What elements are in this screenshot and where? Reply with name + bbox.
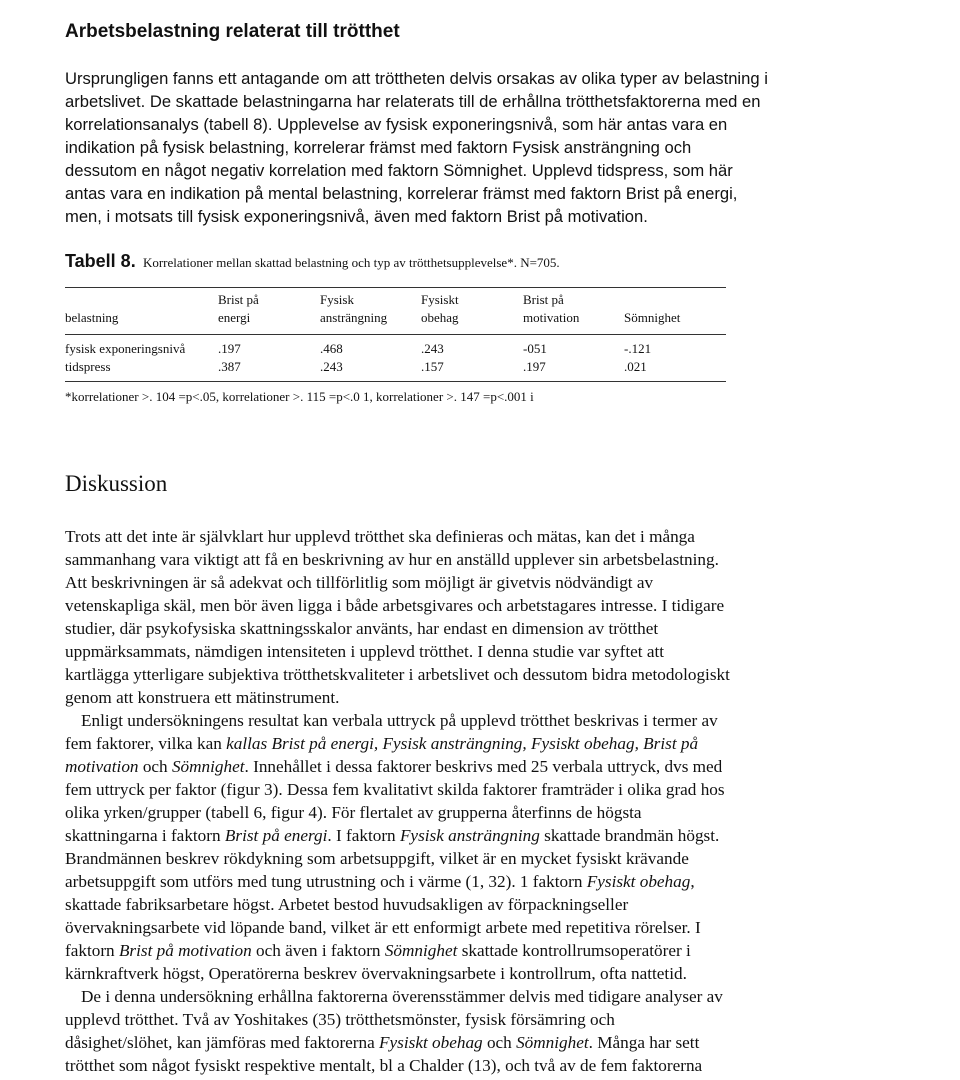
text-run: arbetsuppgift som utförs med tung utrustning och i värme (1, 32). 1 faktorn (65, 872, 587, 891)
table-footnote: *korrelationer >. 104 =p<.05, korrelationer >. 115 =p<.0 1, korrelationer >. 147 =p<.001 i (65, 389, 534, 404)
text-run: skattade kontrollrumsoperatörer i (457, 941, 691, 960)
text-line: Brandmännen beskrev rökdykning som arbetsuppgift, vilket är en mycket fysiskt krävande (65, 849, 689, 868)
emphasis: Brist på motivation (118, 941, 252, 960)
table-cell: -.121 (624, 341, 652, 356)
header-cell: Brist på (523, 292, 564, 307)
table-cell: .197 (523, 359, 546, 374)
text-run: . Många har sett (588, 1033, 700, 1052)
table-cell: .243 (320, 359, 343, 374)
text-line (65, 1031, 945, 1054)
table-caption-label: Tabell 8. (65, 251, 136, 271)
text-line (65, 824, 945, 847)
discussion-paragraph-2 (65, 709, 945, 985)
text-line: övervakningsarbete vid löpande band, vilket är ett enformigt arbete med repetitiva rörelser. I (65, 918, 701, 937)
text-line: skattade fabriksarbetare högst. Arbetet bestod huvudsakligen av förpackningseller (65, 895, 629, 914)
text-line: korrelationsanalys (tabell 8). Upplevelse av fysisk exponeringsnivå, som här antas vara en (65, 115, 728, 134)
text-run: skattade brandmän högst. (539, 826, 720, 845)
text-line: sammanhang vara viktigt att få en beskrivning av hur en anställd upplever sin arbetsbelastning. (65, 550, 719, 569)
text-line: dessutom en något negativ korrelation med faktorn Sömnighet. Upplevd tidspress, som här (65, 161, 733, 180)
header-cell: Brist på (218, 292, 259, 307)
text-line: olika yrken/grupper (tabell 6, figur 4). För flertalet av grupperna återfinns de högsta (65, 803, 642, 822)
text-run: och (482, 1033, 517, 1052)
table-cell: .468 (320, 341, 343, 356)
text-line: uppmärksammats, nämdigen intensiteten i upplevd trötthet. I denna studie var syftet att (65, 642, 665, 661)
text-line: men, i motsats till fysisk exponeringsnivå, även med faktorn Brist på motivation. (65, 207, 648, 226)
text-line: kartlägga ytterligare subjektiva trötthetskvaliteter i arbetslivet och dessutom bidra metodologiskt (65, 665, 730, 684)
table-row-label: fysisk exponeringsnivå (65, 341, 186, 356)
table-header-rule (65, 334, 726, 335)
emphasis: Fysiskt obehag (379, 1033, 483, 1052)
section-heading: Arbetsbelastning relaterat till trötthet (65, 21, 400, 42)
emphasis: Sömnighet (384, 941, 458, 960)
table-caption-text: Korrelationer mellan skattad belastning och typ av trötthetsupplevelse*. N=705. (142, 255, 560, 270)
text-run: skattningarna i faktorn (65, 826, 225, 845)
table-row-label: tidspress (65, 359, 111, 374)
text-run: faktorn (65, 941, 119, 960)
text-line (65, 939, 945, 962)
text-line: studier, där psykofysiska skattningsskalor använts, har endast en dimension av trötthet (65, 619, 659, 638)
text-line: fem uttryck per faktor (figur 3). Dessa fem kvalitativt skilda faktorer framträder i olika grad hos (65, 780, 725, 799)
text-line: kärnkraftverk högst, Operatörerna beskrev övervakningsarbete i kontrollrum, ofta nattetid. (65, 964, 687, 983)
emphasis: motivation (65, 757, 139, 776)
discussion-heading: Diskussion (65, 471, 168, 496)
text-line: Trots att det inte är självklart hur upplevd trötthet ska definieras och mätas, kan det i många (65, 527, 695, 546)
header-cell: belastning (65, 310, 119, 325)
text-line: antas vara en indikation på mental belastning, korrelerar främst med faktorn Brist på energi, (65, 184, 738, 203)
table-cell: .387 (218, 359, 241, 374)
header-cell: energi (218, 310, 251, 325)
table-cell: .021 (624, 359, 647, 374)
table-bottom-rule (65, 381, 726, 382)
text-line: Ursprungligen fanns ett antagande om att tröttheten delvis orsakas av olika typer av belastning i (65, 69, 768, 88)
discussion-paragraph-1 (65, 525, 945, 709)
emphasis: Sömnighet (516, 1033, 589, 1052)
text-line: Enligt undersökningens resultat kan verbala uttryck på upplevd trötthet beskrivas i termer av (81, 711, 718, 730)
emphasis: Sömnighet (171, 757, 245, 776)
header-cell: Sömnighet (624, 310, 681, 325)
emphasis: Brist på energi (224, 826, 328, 845)
text-line: genom att konstruera ett mätinstrument. (65, 688, 340, 707)
header-cell: Fysisk (320, 292, 354, 307)
header-cell: ansträngning (320, 310, 388, 325)
text-line: trötthet som något fysiskt respektive mentalt, bl a Chalder (13), och två av de fem faktorerna (65, 1056, 703, 1075)
table-cell: .243 (421, 341, 444, 356)
emphasis: Fysisk ansträngning (399, 826, 540, 845)
emphasis: kallas Brist på energi, Fysisk ansträngning, Fysiskt obehag, Brist på (226, 734, 699, 753)
emphasis: Fysiskt obehag (586, 872, 691, 891)
text-run: och även i faktorn (251, 941, 385, 960)
intro-paragraph (65, 67, 945, 228)
text-line: Att beskrivningen är så adekvat och tillförlitlig som möjligt är givetvis nödvändigt av (65, 573, 654, 592)
table-cell: -051 (523, 341, 547, 356)
table-caption (65, 251, 560, 272)
table-top-rule (65, 287, 726, 288)
text-line: arbetslivet. De skattade belastningarna har relaterats till de erhållna trötthetsfaktorerna med en (65, 92, 761, 111)
text-run: . I faktorn (327, 826, 400, 845)
text-line (65, 870, 945, 893)
header-cell: motivation (523, 310, 580, 325)
text-line (65, 755, 945, 778)
table-cell: .197 (218, 341, 241, 356)
header-cell: Fysiskt (421, 292, 459, 307)
text-run: , (690, 872, 695, 891)
discussion-paragraph-3 (65, 985, 945, 1077)
text-line (65, 732, 945, 755)
text-run: och (138, 757, 172, 776)
table-cell: .157 (421, 359, 444, 374)
text-line: indikation på fysisk belastning, korrelerar främst med faktorn Fysisk ansträngning och (65, 138, 692, 157)
header-cell: obehag (421, 310, 459, 325)
text-line: De i denna undersökning erhållna faktorerna överensstämmer delvis med tidigare analyser av (81, 987, 723, 1006)
text-run: dåsighet/slöhet, kan jämföras med faktorerna (65, 1033, 380, 1052)
text-line: upplevd trötthet. Två av Yoshitakes (35) trötthetsmönster, fysisk försämring och (65, 1010, 615, 1029)
text-run: . Innehållet i dessa faktorer beskrivs med 25 verbala uttryck, dvs med (244, 757, 723, 776)
text-run: fem faktorer, vilka kan (65, 734, 227, 753)
text-line: vetenskapliga skäl, men bör även ligga i både arbetsgivares och arbetstagares intresse. I tidigare (65, 596, 725, 615)
